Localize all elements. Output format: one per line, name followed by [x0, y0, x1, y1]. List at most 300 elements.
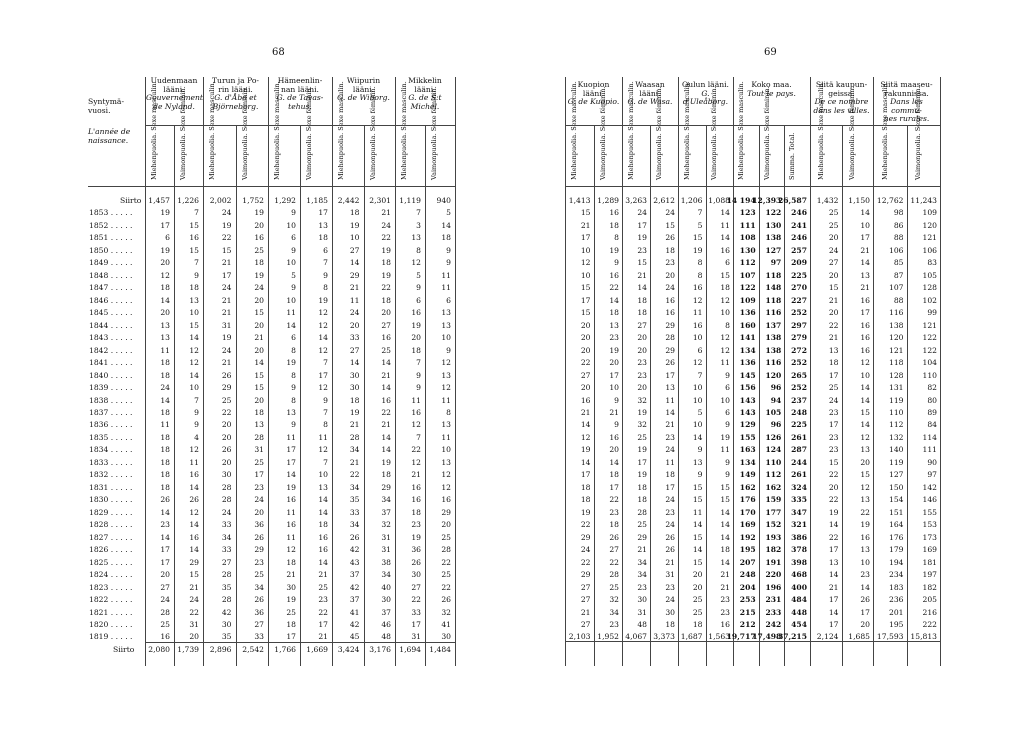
table-cell: 14: [860, 258, 870, 268]
table-cell: 143: [739, 407, 756, 417]
leader-dots: . . . . .: [108, 595, 133, 605]
table-cell: 25: [828, 220, 839, 230]
table-cell: 17: [828, 545, 839, 555]
table-cell: 12: [318, 345, 328, 355]
table-cell: 24: [381, 220, 391, 230]
table-cell: 398: [791, 557, 807, 567]
table-cell: 140: [889, 445, 904, 455]
table-cell: 6: [725, 258, 730, 268]
table-cell: 110: [765, 457, 782, 467]
table-cell: 17,593: [876, 632, 904, 642]
table-cell: 24: [665, 445, 675, 455]
row-label: 1844 . . . . .: [89, 320, 133, 330]
table-cell: 24: [637, 208, 647, 218]
group-fr-line: Tout le pays.: [747, 88, 796, 98]
table-cell: 80: [927, 395, 937, 405]
group-title-line: nan lääni.: [281, 84, 319, 94]
table-cell: 11: [160, 345, 170, 355]
table-cell: 19: [286, 482, 296, 492]
table-cell: 9: [614, 395, 619, 405]
row-label: Siirto: [113, 644, 135, 654]
table-cell: 19: [411, 532, 421, 542]
table-cell: 23: [665, 582, 675, 592]
table-cell: 21: [828, 333, 839, 343]
table-cell: 2,103: [568, 632, 591, 642]
table-cell: 12: [441, 482, 451, 492]
table-cell: 11: [286, 432, 296, 442]
table-cell: 114: [922, 432, 937, 442]
table-cell: 29: [381, 482, 391, 492]
table-cell: 17: [160, 220, 170, 230]
table-cell: 19: [286, 595, 296, 605]
leader-dots: . . . . .: [108, 233, 133, 243]
table-cell: 23: [637, 370, 647, 380]
table-cell: 21: [411, 470, 421, 480]
table-cell: 98: [893, 208, 904, 218]
table-cell: 18: [609, 470, 619, 480]
table-cell: 32: [381, 520, 391, 530]
leader-dots: . . . . .: [108, 245, 133, 255]
table-cell: 12: [692, 295, 703, 305]
table-cell: 24: [221, 345, 232, 355]
table-cell: 12: [441, 383, 451, 393]
table-cell: 17: [860, 233, 870, 243]
table-cell: 27: [580, 619, 591, 629]
table-cell: 20: [160, 258, 170, 268]
table-cell: 5: [697, 407, 703, 417]
table-cell: 16: [189, 233, 199, 243]
table-cell: 7: [697, 208, 703, 218]
table-cell: 29: [189, 557, 199, 567]
table-cell: 118: [889, 358, 904, 368]
table-cell: 2,002: [209, 196, 232, 205]
table-cell: 27: [609, 545, 619, 555]
table-cell: 16: [860, 320, 870, 330]
table-cell: 41: [349, 607, 360, 617]
table-cell: 15: [692, 532, 703, 542]
table-cell: 13: [160, 320, 170, 330]
table-cell: 25: [254, 570, 264, 580]
group-fr-line: Björneborg.: [212, 101, 259, 111]
table-cell: 18: [441, 233, 451, 243]
table-cell: 18: [381, 258, 391, 268]
table-cell: 27: [580, 370, 591, 380]
table-cell: 17: [637, 457, 647, 467]
table-cell: 11: [441, 283, 451, 293]
table-cell: 194: [889, 557, 904, 567]
table-cell: 23: [720, 595, 730, 605]
table-cell: 21: [254, 333, 264, 343]
table-cell: 150: [889, 482, 904, 492]
table-cell: 10: [189, 308, 199, 318]
table-cell: 21: [828, 295, 839, 305]
leader-dots: . . . . .: [108, 582, 133, 592]
table-cell: 16: [318, 545, 328, 555]
table-cell: 22: [441, 557, 451, 567]
group-fr-line: Dans les commu-: [890, 97, 923, 115]
table-cell: 26: [609, 532, 619, 542]
table-cell: 22: [381, 283, 391, 293]
table-cell: 8: [291, 395, 296, 405]
table-cell: 246: [791, 208, 807, 218]
table-cell: 36: [254, 607, 264, 617]
total-rule: [565, 641, 940, 642]
table-cell: 111: [739, 220, 756, 230]
table-cell: 225: [791, 420, 807, 430]
table-cell: 21: [665, 420, 675, 430]
table-cell: 9: [291, 420, 296, 430]
table-cell: 15: [828, 283, 839, 293]
table-cell: 11: [286, 532, 296, 542]
table-cell: 23: [254, 557, 264, 567]
table-cell: 37: [349, 595, 360, 605]
table-cell: 105: [922, 270, 937, 280]
table-cell: 23: [609, 333, 619, 343]
table-cell: 164: [889, 520, 904, 530]
table-cell: 12: [189, 358, 199, 368]
table-cell: 16: [860, 333, 870, 343]
group-fr-line: De ce nombre: [814, 97, 869, 107]
table-cell: 12: [189, 445, 199, 455]
table-cell: 335: [791, 495, 807, 505]
leader-dots: . . . . .: [108, 570, 133, 580]
table-cell: 1,150: [848, 196, 870, 205]
table-cell: 11: [665, 395, 675, 405]
table-cell: 129: [739, 420, 756, 430]
table-cell: 13: [286, 407, 296, 417]
table-cell: 29: [665, 345, 675, 355]
table-cell: 19: [609, 245, 619, 255]
table-cell: 127: [889, 470, 904, 480]
table-cell: 378: [791, 545, 807, 555]
table-cell: 241: [791, 220, 807, 230]
leader-dots: . . . . .: [108, 495, 133, 505]
table-cell: 97: [770, 258, 782, 268]
table-cell: 89: [927, 407, 937, 417]
table-cell: 17: [860, 607, 870, 617]
group-fr-line: nes rurales.: [883, 114, 930, 124]
table-cell: 112: [765, 470, 782, 480]
table-cell: 27: [828, 258, 839, 268]
table-cell: 32: [637, 395, 647, 405]
year-label-fr-line: naissance.: [88, 135, 129, 145]
table-cell: 10: [286, 258, 296, 268]
table-cell: 1,119: [399, 196, 421, 205]
table-cell: 22: [609, 557, 619, 567]
table-cell: 28: [349, 432, 360, 442]
table-cell: 138: [765, 233, 782, 243]
table-cell: 11: [349, 295, 360, 305]
table-cell: 40: [381, 582, 391, 592]
table-cell: 321: [791, 520, 807, 530]
table-cell: 122: [739, 283, 756, 293]
table-cell: 34: [221, 532, 232, 542]
row-label: 1852 . . . . .: [89, 220, 133, 230]
table-cell: 2,124: [816, 632, 839, 642]
table-cell: 25: [381, 345, 391, 355]
table-cell: 28: [609, 570, 619, 580]
table-cell: 36: [411, 545, 421, 555]
table-cell: 12: [318, 308, 328, 318]
table-cell: 236: [889, 595, 904, 605]
table-cell: 34: [609, 607, 619, 617]
table-cell: 14: [860, 420, 870, 430]
table-cell: 17: [665, 482, 675, 492]
table-cell: 20: [609, 358, 619, 368]
table-cell: 19: [221, 220, 232, 230]
table-cell: 18: [828, 358, 839, 368]
table-cell: 3: [416, 220, 421, 230]
table-cell: 24: [665, 495, 675, 505]
table-cell: 34: [637, 570, 647, 580]
table-cell: 272: [791, 345, 807, 355]
table-cell: 17: [318, 208, 328, 218]
group-title-line: lääni.: [582, 88, 605, 98]
table-cell: 21: [637, 270, 647, 280]
table-cell: 31: [665, 570, 675, 580]
table-cell: 14: [720, 507, 730, 517]
table-cell: 21: [349, 283, 360, 293]
table-cell: 30: [411, 570, 421, 580]
table-cell: 16: [286, 520, 296, 530]
table-cell: 14: [720, 208, 730, 218]
table-cell: 9: [194, 270, 199, 280]
table-cell: 20: [665, 270, 675, 280]
table-cell: 21: [720, 570, 730, 580]
table-cell: 20: [692, 582, 703, 592]
table-cell: 18: [254, 258, 264, 268]
table-cell: 9: [697, 445, 703, 455]
leader-dots: . . . . .: [108, 482, 133, 492]
table-cell: 30: [441, 632, 451, 642]
sub-header: Vaimonpuolia. Sexe féminin.: [914, 86, 923, 180]
table-cell: 23: [318, 595, 328, 605]
table-cell: 23: [637, 358, 647, 368]
sub-header: Vaimonpuolia. Sexe féminin.: [368, 86, 377, 180]
table-cell: 20: [254, 395, 264, 405]
table-cell: 16: [609, 208, 619, 218]
table-cell: 25: [318, 582, 328, 592]
table-cell: 20: [692, 570, 703, 580]
table-cell: 14: [720, 233, 730, 243]
table-cell: 22: [828, 470, 839, 480]
table-cell: 1,752: [242, 196, 264, 205]
table-cell: 18: [665, 245, 675, 255]
table-cell: 21: [221, 358, 232, 368]
table-cell: 176: [739, 495, 756, 505]
table-cell: 25: [609, 582, 619, 592]
table-cell: 17: [609, 370, 619, 380]
table-cell: 5: [446, 208, 451, 218]
table-cell: 19: [349, 220, 360, 230]
table-cell: 13: [828, 345, 839, 355]
table-cell: 1,952: [597, 632, 619, 642]
table-cell: 12: [720, 333, 730, 343]
table-cell: 27: [637, 320, 647, 330]
table-cell: 10: [441, 333, 451, 343]
table-cell: 26,587: [777, 196, 807, 205]
group-fr-line: G. de Wasa.: [627, 97, 673, 107]
group-title-line: geissa.: [828, 88, 855, 98]
table-cell: 18: [637, 495, 647, 505]
sub-header: Miehenpuolia. Sexe masculin.: [816, 81, 825, 180]
table-cell: 14: [189, 545, 199, 555]
table-cell: 265: [791, 370, 807, 380]
leader-dots: . . . . .: [108, 295, 133, 305]
table-cell: 179: [889, 545, 904, 555]
group-fr-line: tehus.: [288, 101, 312, 111]
table-cell: 10: [349, 233, 360, 243]
table-cell: 225: [791, 270, 807, 280]
group-fr-line: dans les villes.: [813, 105, 870, 115]
table-cell: 162: [765, 482, 782, 492]
table-cell: 10: [286, 295, 296, 305]
table-cell: 7: [194, 258, 199, 268]
table-cell: 1,457: [148, 196, 170, 205]
table-cell: 35: [221, 582, 232, 592]
table-cell: 19: [720, 432, 730, 442]
table-cell: 16: [411, 308, 421, 318]
table-cell: 24: [160, 383, 170, 393]
table-cell: 12: [411, 258, 421, 268]
group-header-3: [734, 81, 809, 98]
table-cell: 15: [692, 495, 703, 505]
table-cell: 10: [318, 470, 328, 480]
row-label: 1841 . . . . .: [89, 358, 133, 368]
table-cell: 121: [922, 233, 937, 243]
group-fr-line: Michel.: [410, 101, 440, 111]
table-cell: 27: [160, 582, 170, 592]
table-cell: 10: [860, 557, 870, 567]
table-cell: 2,080: [148, 644, 170, 654]
table-cell: 242: [765, 619, 782, 629]
table-cell: 15: [580, 208, 591, 218]
leader-dots: . . . . .: [108, 545, 133, 555]
table-cell: 21: [828, 582, 839, 592]
table-cell: 13: [609, 320, 619, 330]
table-cell: 141: [739, 333, 756, 343]
table-cell: 31: [254, 445, 264, 455]
table-cell: 14: [692, 520, 703, 530]
table-cell: 2,301: [369, 196, 391, 205]
table-cell: 17: [828, 370, 839, 380]
table-cell: 25: [441, 532, 451, 542]
table-cell: 26: [665, 233, 675, 243]
table-cell: 121: [889, 345, 904, 355]
table-cell: 8: [291, 345, 296, 355]
table-cell: 106: [889, 245, 904, 255]
table-cell: 17: [580, 295, 591, 305]
table-cell: 120: [922, 220, 937, 230]
table-cell: 16: [381, 395, 391, 405]
table-cell: 12: [160, 270, 170, 280]
table-cell: 109: [922, 208, 937, 218]
table-cell: 12: [580, 258, 591, 268]
table-cell: 11: [286, 507, 296, 517]
table-cell: 116: [765, 308, 782, 318]
table-cell: 14: [160, 532, 170, 542]
table-cell: 18: [411, 507, 421, 517]
table-cell: 8: [697, 258, 703, 268]
table-cell: 14: [160, 295, 170, 305]
leader-dots: . . . . .: [108, 407, 133, 417]
table-cell: 14: [318, 557, 328, 567]
table-cell: 19: [411, 320, 421, 330]
table-cell: 9: [446, 345, 451, 355]
table-cell: 23: [637, 582, 647, 592]
group-title-line: Mikkelin: [408, 76, 442, 85]
table-cell: 246: [791, 233, 807, 243]
table-cell: 11: [720, 358, 730, 368]
table-cell: 19: [692, 245, 703, 255]
group-title-line: Oulun lääni.: [682, 80, 729, 89]
row-label: 1848 . . . . .: [89, 270, 133, 280]
table-cell: 8: [446, 407, 451, 417]
table-cell: 386: [791, 532, 807, 542]
table-cell: 14: [637, 283, 647, 293]
table-cell: 14: [381, 432, 391, 442]
table-cell: 119: [889, 457, 904, 467]
table-cell: 143: [739, 395, 756, 405]
table-cell: 42: [221, 607, 232, 617]
table-cell: 29: [254, 545, 264, 555]
table-cell: 16: [160, 632, 170, 642]
leader-dots: . . . . .: [108, 432, 133, 442]
table-cell: 14: [381, 358, 391, 368]
table-cell: 14: [580, 420, 591, 430]
table-cell: 12: [860, 482, 870, 492]
row-label: 1824 . . . . .: [89, 570, 133, 580]
page-number-right: 69: [764, 47, 777, 58]
table-cell: 145: [739, 370, 756, 380]
table-cell: 12,762: [876, 196, 904, 205]
table-cell: 24: [221, 507, 232, 517]
table-cell: 137: [765, 320, 782, 330]
table-cell: 24: [665, 208, 675, 218]
table-cell: 18: [381, 295, 391, 305]
table-cell: 20: [160, 308, 170, 318]
table-cell: 19: [381, 457, 391, 467]
table-cell: 83: [927, 258, 937, 268]
table-cell: 13: [189, 295, 199, 305]
table-cell: 20: [381, 308, 391, 318]
row-label: 1839 . . . . .: [89, 383, 133, 393]
leader-dots: . . . . .: [108, 270, 133, 280]
table-cell: 14: [828, 607, 839, 617]
table-cell: 14: [860, 208, 870, 218]
header-rule: [145, 125, 455, 126]
table-cell: 42: [349, 582, 360, 592]
table-cell: 6: [697, 345, 703, 355]
table-cell: 105: [765, 407, 782, 417]
table-cell: 13: [441, 457, 451, 467]
table-cell: 195: [739, 545, 756, 555]
table-cell: 30: [221, 470, 232, 480]
table-cell: 26: [441, 595, 451, 605]
table-cell: 3,263: [625, 196, 647, 205]
table-cell: 270: [791, 283, 807, 293]
table-cell: 17,498: [752, 632, 782, 642]
table-cell: 26: [221, 445, 232, 455]
table-cell: 82: [927, 383, 937, 393]
table-cell: 20: [828, 308, 839, 318]
table-cell: 122: [922, 333, 937, 343]
table-cell: 8: [323, 420, 328, 430]
table-cell: 37: [381, 507, 391, 517]
table-cell: 5: [291, 270, 296, 280]
table-cell: 96: [770, 383, 782, 393]
table-cell: 15: [692, 557, 703, 567]
